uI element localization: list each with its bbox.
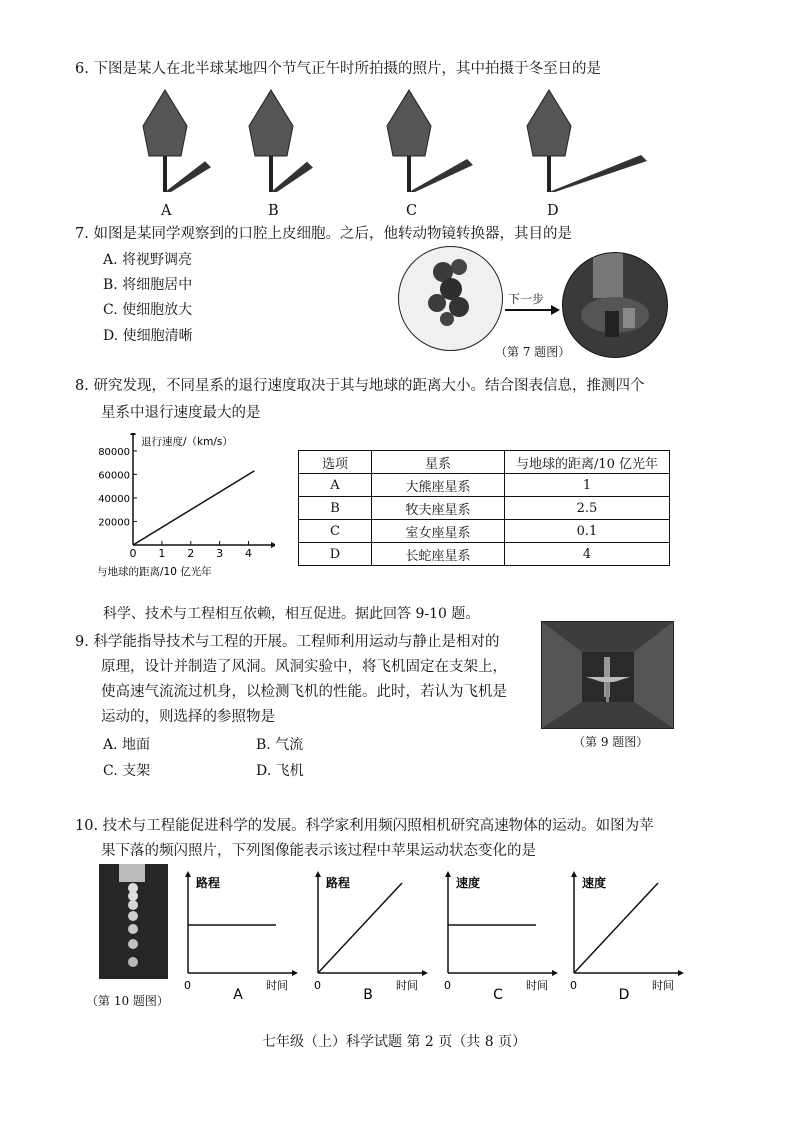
graph-line: [574, 883, 658, 973]
wind-tunnel-photo: [541, 621, 674, 729]
q9-caption: （第 9 题图）: [573, 735, 649, 749]
x-tick-label: 3: [216, 547, 224, 560]
y-tick-label: 40000: [98, 493, 130, 505]
graph-x-label: 时间: [526, 979, 548, 992]
tree-shadow: [409, 159, 473, 192]
tree-b: [249, 90, 313, 192]
table-header: 与地球的距离/10 亿光年: [505, 451, 670, 474]
q8-stem-line2: 星系中退行速度最大的是: [101, 405, 261, 421]
graph-y-label: 路程: [326, 876, 351, 890]
q9-line2: 原理，设计并制造了风洞。风洞实验中，将飞机固定在支架上，: [101, 659, 507, 675]
table-cell: 长蛇座星系: [372, 543, 505, 566]
apple-strobe-photo: [99, 864, 168, 979]
table-cell: 1: [505, 474, 670, 497]
q9-option-b: B. 气流: [256, 737, 304, 753]
q7-caption: （第 7 题图）: [495, 345, 571, 359]
q10-caption: （第 10 题图）: [86, 994, 169, 1008]
graph-x-label: 时间: [652, 979, 674, 992]
tree-crown: [143, 90, 187, 156]
falling-apple-icon: [99, 864, 168, 979]
y-axis-arrow: [571, 871, 577, 877]
q9-line3: 使高速气流流过机身，以检测飞机的性能。此时，若认为飞机是: [101, 684, 507, 700]
page-footer: 七年级（上）科学试题 第 2 页（共 8 页）: [262, 1034, 527, 1050]
x-axis-arrow: [678, 970, 684, 976]
tree-shadow: [549, 155, 647, 192]
tree-shadow: [165, 161, 211, 192]
table-row: [299, 497, 670, 520]
microscope-icon: [563, 253, 667, 357]
next-step-label: 下一步: [508, 292, 545, 306]
table-header: 选项: [299, 451, 372, 474]
graph-a: [184, 871, 298, 1003]
graph-option-label: B: [363, 987, 373, 1003]
objective-converter-photo: [562, 252, 668, 358]
q10-line2: 果下落的频闪照片，下列图像能表示该过程中苹果运动状态变化的是: [101, 843, 536, 859]
q6-stem: 6. 下图是某人在北半球某地四个节气正午时所拍摄的照片，其中拍摄于冬至日的是: [75, 61, 601, 77]
tree-c: [387, 90, 473, 192]
x-axis-arrow: [552, 970, 558, 976]
table-cell: 2.5: [505, 497, 670, 520]
table-cell: 大熊座星系: [372, 474, 505, 497]
q7-option-a: A. 将视野调亮: [103, 252, 193, 268]
tree-trunk: [269, 154, 273, 192]
x-axis-arrow: [271, 542, 275, 548]
x-axis-label: 与地球的距离/10 亿光年: [97, 566, 212, 578]
q7-stem: 7. 如图是某同学观察到的口腔上皮细胞。之后，他转动物镜转换器，其目的是: [75, 226, 572, 242]
tree-crown: [249, 90, 293, 156]
graph-d: [570, 871, 684, 1003]
y-tick-label: 80000: [98, 446, 130, 458]
q6-trees: [128, 86, 658, 198]
tree-trunk: [407, 154, 411, 192]
graph-c: [444, 871, 558, 1003]
q9-option-a: A. 地面: [103, 737, 151, 753]
tree-trunk: [547, 154, 551, 192]
graph-origin: 0: [570, 979, 577, 992]
q6-label-c: C: [406, 203, 418, 219]
table-header: 星系: [372, 451, 505, 474]
table-header-row: [299, 451, 670, 474]
x-axis-arrow: [292, 970, 298, 976]
y-axis-arrow: [185, 871, 191, 877]
graph-origin: 0: [314, 979, 321, 992]
y-axis-label: 退行速度/（km/s）: [141, 436, 233, 448]
q6-label-a: A: [161, 203, 172, 219]
table-row: [299, 474, 670, 497]
table-cell: 室女座星系: [372, 520, 505, 543]
q9-10-intro: 科学、技术与工程相互依赖，相互促进。据此回答 9-10 题。: [103, 606, 480, 622]
q7-option-d: D. 使细胞清晰: [103, 328, 193, 344]
y-tick-label: 60000: [98, 470, 130, 482]
y-axis-arrow: [130, 433, 136, 435]
q6-label-d: D: [547, 203, 559, 219]
recession-chart: [95, 433, 275, 581]
table-row: [299, 520, 670, 543]
table-cell: C: [299, 520, 372, 543]
x-axis-arrow: [422, 970, 428, 976]
q9-option-c: C. 支架: [103, 763, 151, 779]
graph-option-label: C: [493, 987, 503, 1003]
q9-option-d: D. 飞机: [256, 763, 304, 779]
graph-x-label: 时间: [266, 979, 288, 992]
table-cell: 0.1: [505, 520, 670, 543]
graph-origin: 0: [444, 979, 451, 992]
table-cell: D: [299, 543, 372, 566]
table-row: [299, 543, 670, 566]
graph-option-label: A: [233, 987, 243, 1003]
q6-label-b: B: [268, 203, 279, 219]
cells-icon: [399, 247, 502, 350]
graph-y-label: 路程: [196, 876, 221, 890]
graph-x-label: 时间: [396, 979, 418, 992]
q9-line4: 运动的，则选择的参照物是: [101, 709, 275, 725]
q10-line1: 10. 技术与工程能促进科学的发展。科学家利用频闪照相机研究高速物体的运动。如图为苹: [75, 818, 654, 834]
graph-y-label: 速度: [582, 876, 607, 890]
series-line: [133, 471, 254, 545]
tree-crown: [527, 90, 571, 156]
tree-a: [143, 90, 211, 192]
q10-graphs: [176, 865, 696, 1010]
graph-b: [314, 871, 428, 1003]
table-cell: 牧夫座星系: [372, 497, 505, 520]
arrow-right-icon: [503, 304, 561, 316]
x-tick-label: 0: [129, 547, 137, 560]
table-cell: 4: [505, 543, 670, 566]
table-cell: A: [299, 474, 372, 497]
q9-line1: 9. 科学能指导技术与工程的开展。工程师利用运动与静止是相对的: [75, 634, 500, 650]
microscope-view: [398, 246, 503, 351]
y-axis-arrow: [315, 871, 321, 877]
x-tick-label: 2: [187, 547, 195, 560]
graph-origin: 0: [184, 979, 191, 992]
tree-d: [527, 90, 647, 192]
q7-option-b: B. 将细胞居中: [103, 277, 193, 293]
x-tick-label: 1: [158, 547, 166, 560]
y-tick-label: 20000: [98, 517, 130, 529]
tree-shadow: [271, 162, 313, 192]
tree-crown: [387, 90, 431, 156]
y-axis-arrow: [445, 871, 451, 877]
graph-y-label: 速度: [456, 876, 481, 890]
q7-option-c: C. 使细胞放大: [103, 302, 193, 318]
tree-photos: [128, 86, 658, 198]
airplane-icon: [542, 622, 673, 728]
x-tick-label: 4: [245, 547, 253, 560]
table-cell: B: [299, 497, 372, 520]
q8-stem-line1: 8. 研究发现，不同星系的退行速度取决于其与地球的距离大小。结合图表信息，推测四个: [75, 378, 645, 394]
tree-trunk: [163, 154, 167, 192]
graph-line: [318, 883, 402, 973]
galaxy-table: [298, 450, 670, 566]
graph-option-label: D: [618, 987, 630, 1003]
